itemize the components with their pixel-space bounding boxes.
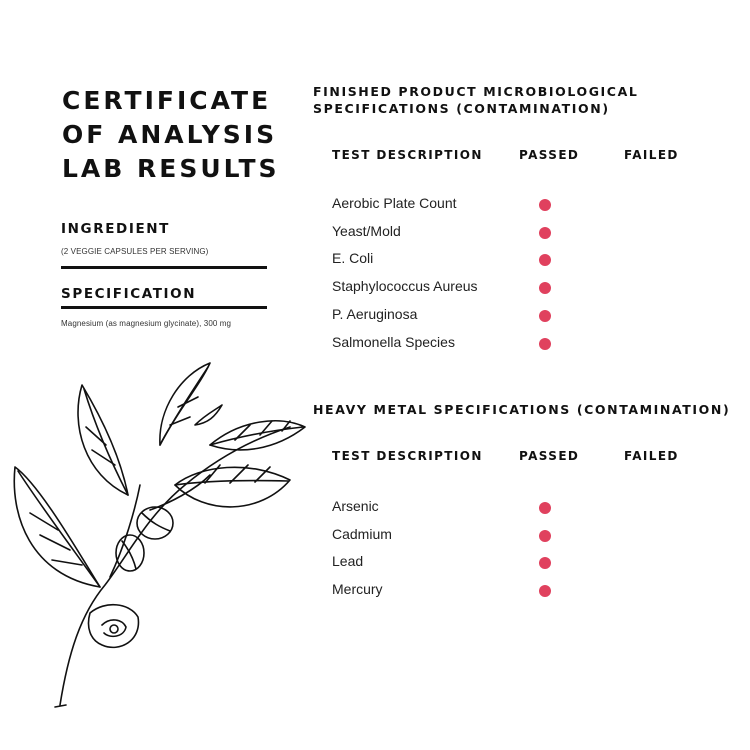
- metals-heading: [313, 401, 730, 418]
- metals-test-name: Mercury: [332, 581, 383, 598]
- metals-passed-indicator-icon: [539, 502, 551, 514]
- micro-test-name: Salmonella Species: [332, 333, 455, 350]
- micro-col-failed: FAILED: [624, 148, 679, 162]
- micro-test-name: Aerobic Plate Count: [332, 195, 457, 211]
- metals-test-name: Arsenic: [332, 498, 379, 514]
- title-line: CERTIFICATE: [62, 86, 272, 115]
- metals-heading-line: HEAVY METAL SPECIFICATIONS (CONTAMINATION): [313, 402, 731, 417]
- title-line: LAB RESULTS: [62, 154, 280, 183]
- micro-heading-line: FINISHED PRODUCT MICROBIOLOGICAL: [313, 84, 639, 99]
- metals-test-name: Lead: [332, 553, 364, 570]
- micro-passed-indicator-icon: [539, 254, 551, 266]
- specification-label: SPECIFICATION: [61, 286, 197, 302]
- micro-passed-indicator-icon: [539, 227, 551, 239]
- specification-note: Magnesium (as magnesium glycinate), 300 mg: [61, 319, 232, 328]
- metals-passed-indicator-icon: [539, 530, 551, 542]
- ingredient-note: (2 VEGGIE CAPSULES PER SERVING): [61, 247, 209, 256]
- title-line: OF ANALYSIS: [62, 120, 278, 149]
- micro-passed-indicator-icon: [539, 338, 551, 350]
- micro-test-name: Yeast/Mold: [332, 222, 401, 239]
- micro-passed-indicator-icon: [539, 310, 551, 322]
- micro-passed-indicator-icon: [539, 199, 551, 211]
- metals-col-passed: PASSED: [519, 449, 580, 463]
- micro-heading: [313, 83, 638, 117]
- botanical-illustration: [10, 355, 310, 725]
- micro-test-name: E. Coli: [332, 250, 374, 267]
- page-title: [62, 84, 292, 186]
- micro-test-name: Staphylococcus Aureus: [332, 278, 478, 295]
- metals-col-failed: FAILED: [624, 449, 679, 463]
- ingredient-label: INGREDIENT: [61, 221, 170, 237]
- metals-passed-indicator-icon: [539, 557, 551, 569]
- micro-col-passed: PASSED: [519, 148, 580, 162]
- ingredient-divider: [61, 266, 267, 269]
- micro-heading-line: SPECIFICATIONS (CONTAMINATION): [313, 101, 610, 116]
- metals-test-name: Cadmium: [332, 525, 392, 542]
- micro-col-description: TEST DESCRIPTION: [332, 148, 483, 162]
- micro-passed-indicator-icon: [539, 282, 551, 294]
- micro-test-name: P. Aeruginosa: [332, 305, 418, 322]
- specification-divider: [61, 306, 267, 309]
- metals-col-description: TEST DESCRIPTION: [332, 449, 483, 463]
- metals-passed-indicator-icon: [539, 585, 551, 597]
